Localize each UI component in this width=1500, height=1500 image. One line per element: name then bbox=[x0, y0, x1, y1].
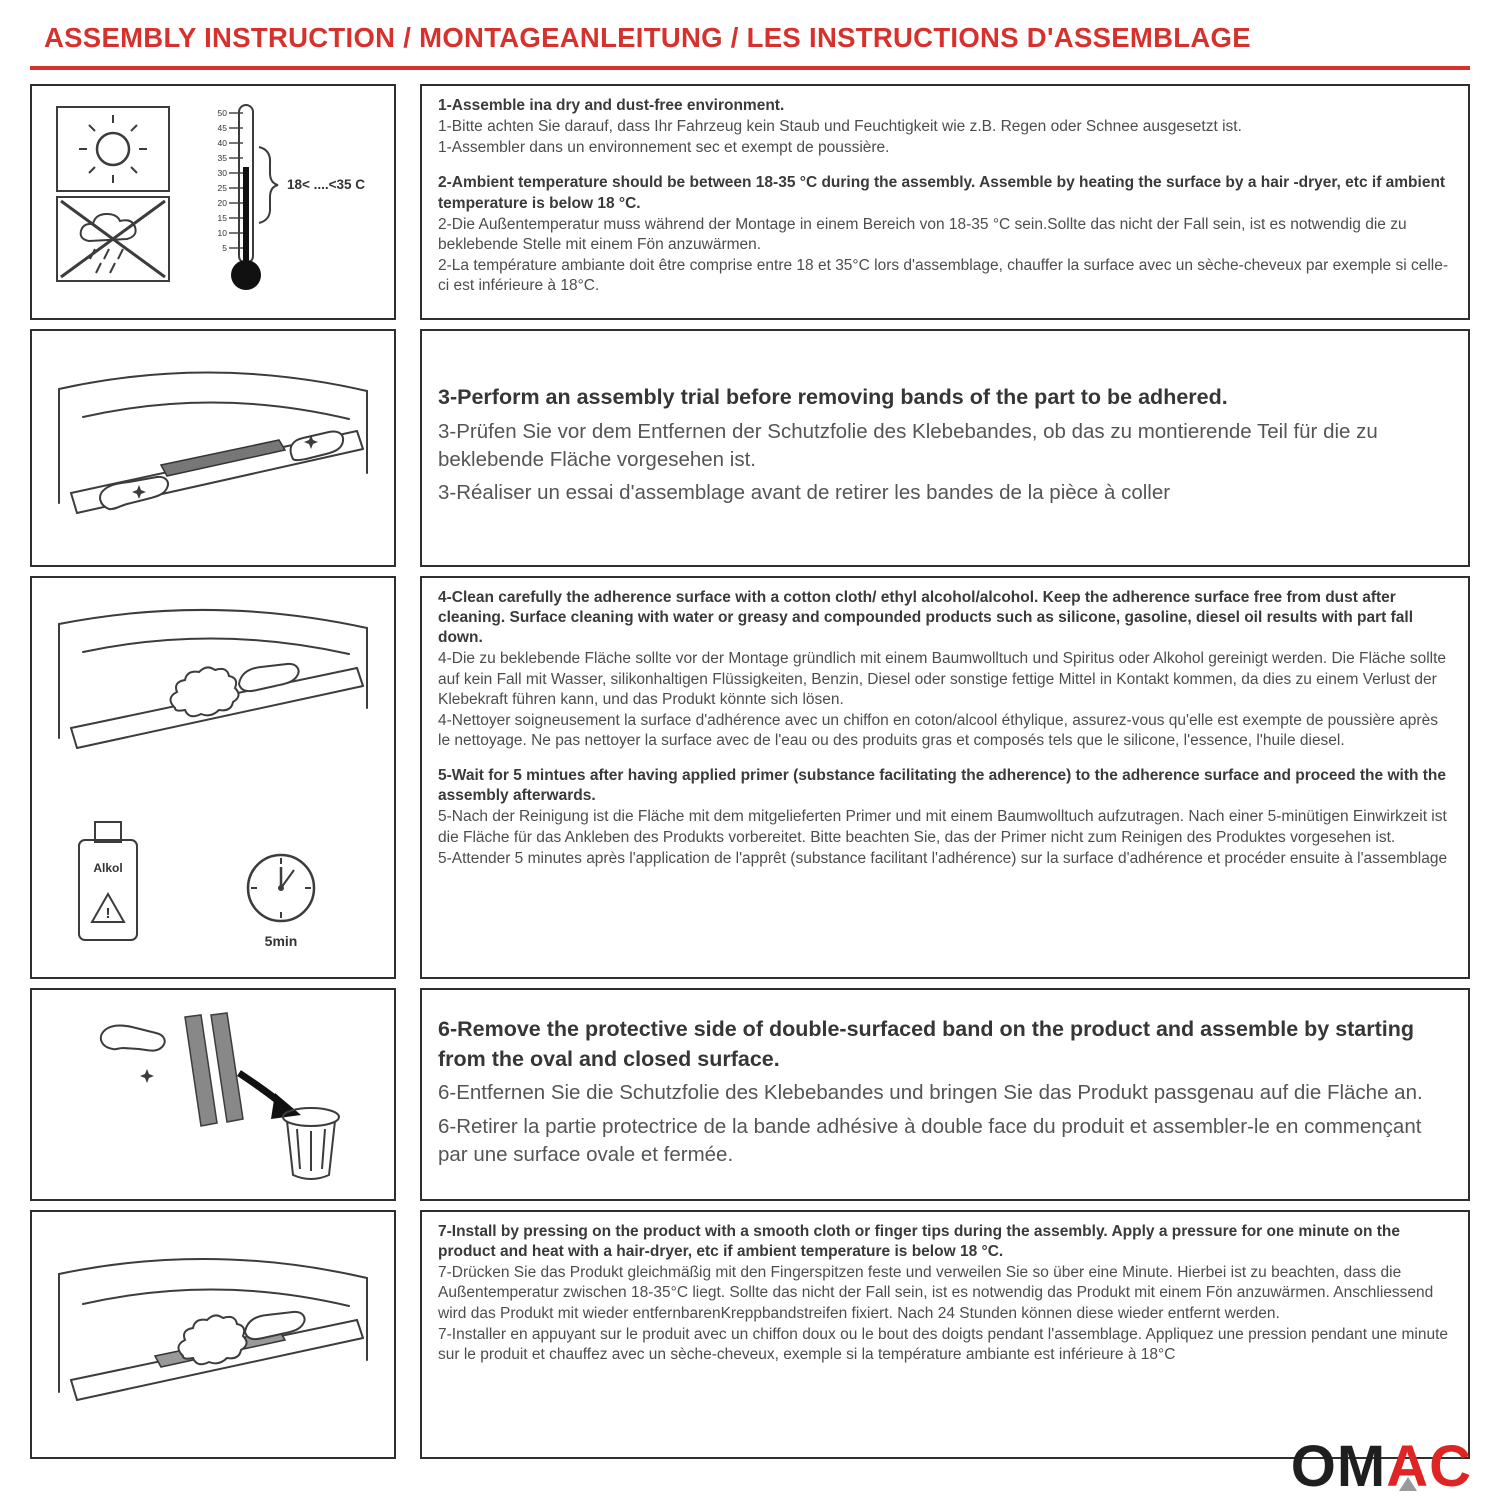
cleaning-cloth-icon bbox=[170, 663, 298, 715]
step-1-2-text bbox=[420, 84, 1470, 320]
step-4-5-text bbox=[420, 576, 1470, 979]
remove-band-icon bbox=[43, 995, 383, 1195]
temperature-range-label: 18< ....<35 C bbox=[287, 176, 366, 192]
clean-surface-icon bbox=[43, 582, 383, 974]
thermometer-tick: 15 bbox=[217, 212, 227, 223]
hand-icon bbox=[245, 1312, 305, 1339]
sparkle-icon bbox=[140, 1069, 154, 1083]
omac-logo-a: A bbox=[1386, 1434, 1430, 1499]
thermometer-tick: 45 bbox=[217, 122, 227, 133]
press-product-illustration bbox=[30, 1210, 396, 1459]
instruction-text: 5-Wait for 5 mintues after having applied primer (substance facilitating the adherence) to the adherence surface and proceed the with the assembly afterwards. bbox=[438, 767, 1446, 805]
omac-logo-om: OM bbox=[1290, 1434, 1387, 1499]
range-bracket bbox=[259, 147, 278, 223]
instruction-text: 3-Réaliser un essai d'assemblage avant de retirer les bandes de la pièce à coller bbox=[438, 481, 1171, 505]
instruction-text: 2-Die Außentemperatur muss während der Montage in einem Bereich von 18-35 °C sein.Sollte das nicht der Fall sein, ist es notwendig die zu beklebende Stelle mit einem Fön anzuwärmen. bbox=[438, 215, 1407, 253]
thermometer-tick: 35 bbox=[217, 152, 227, 163]
step-3-row bbox=[30, 329, 1470, 567]
instruction-text: 2-La température ambiante doit être comprise entre 18 et 35°C lors d'assemblage, chauffer la surface avec un sèche-cheveux par exemple si celle-ci est inférieure à 18°C. bbox=[438, 256, 1449, 295]
omac-logo-c: C bbox=[1429, 1434, 1472, 1499]
clock-icon bbox=[248, 855, 314, 921]
trash-can-icon bbox=[283, 1108, 339, 1179]
step-3-text bbox=[420, 329, 1470, 567]
omac-logo bbox=[1290, 1434, 1472, 1499]
hand-icon bbox=[101, 1025, 165, 1050]
title-underline bbox=[30, 66, 1470, 70]
step-6-row bbox=[30, 988, 1470, 1201]
thermometer-icon bbox=[218, 105, 366, 290]
sun-icon bbox=[57, 107, 169, 191]
press-product-icon bbox=[43, 1222, 383, 1447]
step-4-5-row bbox=[30, 576, 1470, 979]
thermometer-tick: 5 bbox=[222, 242, 227, 253]
temperature-conditions-icon bbox=[43, 95, 383, 310]
bottle-label: Alkol bbox=[93, 860, 123, 875]
instruction-text: 1-Bitte achten Sie darauf, dass Ihr Fahrzeug kein Staub und Feuchtigkeit wie z.B. Regen oder Schnee ausgesetzt ist. bbox=[438, 118, 1242, 136]
clean-surface-illustration bbox=[30, 576, 396, 979]
instruction-text: 5-Attender 5 minutes après l'application de l'apprêt (substance facilitant l'adhérence) sur la surface d'adhérence et procéder ensuite à l'assemblage bbox=[438, 849, 1448, 867]
instruction-text: 4-Die zu beklebende Fläche sollte vor der Montage gründlich mit einem Baumwolltuch und Spiritus oder Alkohol gereinigt werden. Die Fläche sollte auf kein Fall mit Wasser, silikonhaltigen Flüssigkeiten, Benzin, Diesel oder sonstige fettige Mittel in Kontakt kommen, da dies zu einem Verlust der Klebekraft führen kann, und das Produkt könnte sich lösen. bbox=[438, 650, 1447, 708]
thermometer-tick: 25 bbox=[217, 182, 227, 193]
instruction-text: 3-Prüfen Sie vor dem Entfernen der Schutzfolie des Klebebandes, ob das zu montierende Teil für die zu beklebende Fläche vorgesehen ist. bbox=[438, 419, 1378, 472]
warning-exclamation: ! bbox=[105, 904, 111, 922]
page-title: ASSEMBLY INSTRUCTION / MONTAGEANLEITUNG / LES INSTRUCTIONS D'ASSEMBLAGE bbox=[44, 22, 1251, 53]
instruction-text: 7-Install by pressing on the product with a smooth cloth or finger tips during the assembly. Apply a pressure for one minute on the product and heat with a hair-dryer, etc if ambient temperature is below 18 °C. bbox=[438, 1223, 1400, 1261]
instruction-text: 3-Perform an assembly trial before removing bands of the part to be adhered. bbox=[438, 385, 1228, 410]
instruction-text: 6-Remove the protective side of double-surfaced band on the product and assemble by starting from the oval and closed surface. bbox=[438, 1016, 1415, 1071]
step-7-row bbox=[30, 1210, 1470, 1459]
thermometer-tick: 50 bbox=[217, 107, 227, 118]
instruction-text: 6-Entfernen Sie die Schutzfolie des Klebebandes und bringen Sie das Produkt passgenau auf die Fläche an. bbox=[438, 1081, 1423, 1105]
alcohol-bottle-icon bbox=[79, 822, 137, 940]
clock-label: 5min bbox=[264, 932, 298, 949]
assembly-trial-illustration bbox=[30, 329, 396, 567]
hands-icon bbox=[100, 431, 343, 509]
assembly-trial-icon bbox=[43, 341, 383, 556]
step-1-2-row bbox=[30, 84, 1470, 320]
instruction-text: 2-Ambient temperature should be between 18-35 °C during the assembly. Assemble by heating the surface by a hair -dryer, etc if ambient temperature is below 18 °C. bbox=[438, 174, 1446, 212]
instruction-text: 7-Drücken Sie das Produkt gleichmäßig mit den Fingerspitzen feste und verweilen Sie so über eine Minute. Hierbei ist zu beachten, dass die Außentemperatur zwischen 18-35°C liegt. Sollte das nicht der Fall sein, ist es notwendig das Produkt mit einem Fön anzuwärmen. Anschliessend wird das Produkt mit wieder entfernbarenKreppbandstreifen fixiert. Nach 24 Stunden können diese wieder entfernt werden. bbox=[438, 1264, 1434, 1322]
hand-icon bbox=[239, 663, 299, 690]
instruction-text: 4-Clean carefully the adherence surface with a cotton cloth/ ethyl alcohol/alcohol. Keep the adherence surface free from dust after cleaning. Surface cleaning with water or greasy and compounded products such as silicone, gasoline, diesel oil results with part fall down. bbox=[438, 589, 1414, 647]
no-rain-icon bbox=[57, 197, 169, 281]
temperature-conditions-illustration bbox=[30, 84, 396, 320]
cleaning-cloth-icon bbox=[178, 1312, 304, 1364]
instruction-text: 1-Assemble ina dry and dust-free environment. bbox=[438, 97, 785, 114]
thermometer-tick: 20 bbox=[217, 197, 227, 208]
step-6-text bbox=[420, 988, 1470, 1201]
step-7-text bbox=[420, 1210, 1470, 1459]
remove-protective-band-illustration bbox=[30, 988, 396, 1201]
thermometer-tick: 10 bbox=[217, 227, 227, 238]
thermometer-tick: 40 bbox=[217, 137, 227, 148]
protective-strip bbox=[211, 1013, 243, 1122]
instruction-text: 6-Retirer la partie protectrice de la bande adhésive à double face du produit et assembler-le en commençant par une surface ovale et fermée. bbox=[438, 1114, 1422, 1166]
arrow-head bbox=[271, 1093, 301, 1119]
instruction-text: 5-Nach der Reinigung ist die Fläche mit dem mitgelieferten Primer und mit einem Baumwolltuch aufzutragen. Nach einer 5-minütigen Einwirkzeit ist die Fläche für das Ankleben des Produkts vorbereitet. Bitte beachten Sie, das der Primer nicht zum Reinigen des Produktes vorgesehen ist. bbox=[438, 808, 1447, 846]
instruction-text: 7-Installer en appuyant sur le produit avec un chiffon doux ou le bout des doigts pendant l'assemblage. Appliquez une pression pendant une minute sur le produit et chauffez avec un sèche-cheveux, exemple si la température ambiante est inférieure à 18°C bbox=[438, 1325, 1449, 1363]
protective-strip bbox=[185, 1015, 217, 1126]
instruction-text: 1-Assembler dans un environnement sec et exempt de poussière. bbox=[438, 139, 890, 157]
thermometer-tick: 30 bbox=[217, 167, 227, 178]
instruction-text: 4-Nettoyer soigneusement la surface d'adhérence avec un chiffon en coton/alcool éthylique, assurez-vous qu'elle est exempte de poussière après le nettoyage. Ne pas nettoyer la surface avec de l'eau ou des produits gras et composés tels que le silicone, l'essence, l'huile diesel. bbox=[438, 711, 1438, 749]
